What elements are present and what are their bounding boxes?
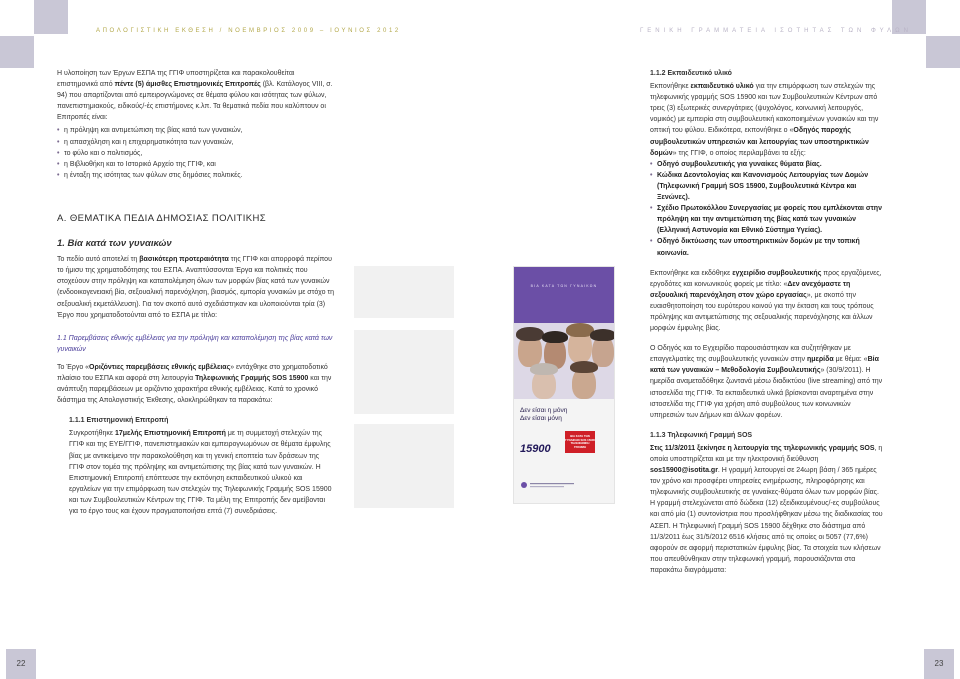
running-header: ΑΠΟΛΟΓΙΣΤΙΚΗ ΕΚΘΕΣΗ / ΝΟΕΜΒΡΙΟΣ 2009 – ΙΟΥΝΙΟΣ 2012 [96, 28, 401, 34]
faint-image [354, 424, 454, 508]
hotline-number: 15900 [520, 443, 551, 455]
paragraph: Ο Οδηγός και το Εγχειρίδιο παρουσιάστηκαν και συζητήθηκαν με επαγγελματίες της συμβουλευτικής γυναικών στην ημερίδα με θέμα: «Βία κατά των γυναικών – Μεθοδολογία Συμβουλευτικής» (30/9/2011). Η ημερίδα αναμεταδόθηκε ζωντανά μέσω διαδικτύου (live streaming) από την ιστοσελίδα της ΓΓΙΦ. Τα εκπαιδευτικά υλικά βρίσκονται αναρτημένα στην ιστοσελίδα της ΓΓΙΦ για χρήση από συμβούλους των κοινωνικών υπηρεσιών των Δήμων και άλλων φορέων. [650, 345, 883, 419]
faint-image [354, 330, 454, 414]
paragraph: Στις 11/3/2011 ξεκίνησε η λειτουργία της τηλεφωνικής γραμμής SOS, η οποία υποστηρίζεται και με την ηλεκτρονική διεύθυνση sos15900@isotita.gr. Η γραμμή λειτουργεί σε 24ωρη βάση / 365 ημέρες τον χρόνο και προσφέρει υπηρεσίες ενημέρωσης, πληροφόρησης και τηλεφωνικής συμβουλευτικής σε γυναίκες-θύματα όλων των μορφών βίας. Η γραμμή στελεχώνεται από δώδεκα (12) εξειδικευμένους/-ες συμβούλους και από μία (1) συντονίστρια που προσλήφθηκαν μέσω της διαδικασίας του ΑΣΕΠ. Η Τηλεφωνική Γραμμή SOS 15900 δέχθηκε στο διάστημα από 11/3/2011 έως 31/5/2012 6516 κλήσεις από τις οποίες οι 5057 (77,6%) αφορούν σε αφορμή περιστατικών έμφυλης βίας. Τα στοιχεία των κλήσεων που απευθύνθηκαν στην τηλεφωνική γραμμή, παρουσιάζονται στα παρακάτω διαγράμματα: [650, 444, 883, 574]
brochure-image [513, 266, 615, 504]
heading-1-1-3: 1.1.3 Τηλεφωνική Γραμμή SOS [650, 431, 753, 439]
indented-block [57, 415, 335, 517]
page-number: 23 [924, 649, 954, 679]
paragraph: Το πεδίο αυτό αποτελεί τη βασικότερη προτεραιότητα της ΓΓΙΦ και απορροφά περίπου το ήμισυ της χρηματοδότησης του ΕΣΠΑ. Αναπτύσσονται Έργα και πολιτικές που στοχεύουν στην πρόληψη και καταπολέμηση όλων των μορφών βίας κατά των γυναικών (ενδοοικογενειακή βία, σεξουαλική παρενόχληση, βιασμός, εμπορία γυναικών με στόχο τη σεξουαλική εκμετάλλευση). Για τον σκοπό αυτό σχεδιάστηκαν και υλοποιούνται τρία (3) Έργο που χρηματοδοτούνται από το ΕΣΠΑ με τίτλο: [57, 256, 335, 319]
list-item: • η απασχόληση και η επιχειρηματικότητα των γυναικών, [57, 137, 335, 148]
corner-square [34, 0, 68, 34]
brochure-title: ΒΙΑ ΚΑΤΑ ΤΩΝ ΓΥΝΑΙΚΩΝ [530, 284, 598, 288]
list-item: • Σχέδιο Πρωτοκόλλου Συνεργασίας με φορείς που εμπλέκονται στην πρόληψη και την αντιμετώπιση της βίας κατά των γυναικών (Ελληνική Αστυνομία και Εθνικό Σύστημα Υγείας). [650, 203, 884, 236]
hotline-badge: ΒΙΑ ΚΑΤΑ ΤΩΝ ΓΥΝΑΙΚΩΝ SOS 15900 ΤΗΛΕΦΩΝΙΚΗ ΓΡΑΜΜΗ [565, 431, 595, 453]
list-item: • η ένταξη της ισότητας των φύλων στις δημόσιες πολιτικές. [57, 170, 335, 181]
list-item: • Κώδικα Δεοντολογίας και Κανονισμούς Λειτουργίας των Δομών (Τηλεφωνική Γραμμή SOS 15900, Συμβουλευτικά Κέντρα και Ξενώνες). [650, 170, 884, 203]
paragraph: Εκπονήθηκε εκπαιδευτικό υλικό για την επιμόρφωση των στελεχών της τηλεφωνικής γραμμής SOS 15900 και των Συμβουλευτικών Κέντρων από τρεις (3) εξωτερικές συνεργάτριες (ψυχολόγος, κοινωνική λειτουργός, νομικός) με εμπειρία στη συμβουλευτική κακοποιημένων γυναικών και την οπτική του φύλου. Ειδικότερα, εκπονήθηκε ο «Οδηγός παροχής συμβουλευτικών υπηρεσιών και λειτουργίας των υποστηρικτικών δομών» της ΓΓΙΦ, ο οποίος περιλαμβάνει τα εξής: [650, 83, 879, 157]
paragraph: Το Έργο «Οριζόντιες παρεμβάσεις εθνικής εμβέλειας» εντάχθηκε στο χρηματοδοτικό πλαίσιο του ΕΣΠΑ και αφορά στη λειτουργία Τηλεφωνικής Γραμμής SOS 15900 και την ανάπτυξη παρεμβάσεων με οριζόντιο χαρακτήρα εθνικής εμβέλειας. Κατά το χρονικό διάστημα της Απολογιστικής Έκθεσης, ολοκληρώθηκαν τα παρακάτω: [57, 363, 332, 405]
faint-image [354, 266, 454, 318]
corner-square [0, 36, 34, 68]
corner-square [926, 36, 960, 68]
left-column [57, 68, 335, 526]
page-number: 22 [6, 649, 36, 679]
subsubsection-title: 1.1 Παρεμβάσεις εθνικής εμβέλειας για την πρόληψη και καταπολέμηση της βίας κατά των γυναικών [57, 334, 333, 353]
committee-areas-list [57, 125, 335, 180]
list-item: • η Βιβλιοθήκη και το Ιστορικό Αρχείο της ΓΓΙΦ, και [57, 159, 335, 170]
list-item: • η πρόληψη και αντιμετώπιση της βίας κατά των γυναικών, [57, 125, 335, 136]
brochure-slogan: Δεν είσαι η μόνη Δεν είσαι μόνη [520, 407, 568, 422]
subsection-title: 1. Βία κατά των γυναικών [57, 238, 172, 250]
guide-contents-list [650, 159, 884, 259]
heading-1-1-1: 1.1.1 Επιστημονική Επιτροπή [69, 417, 169, 425]
right-column [650, 68, 884, 585]
paragraph: Εκπονήθηκε και εκδόθηκε εγχειρίδιο συμβουλευτικής προς εργαζόμενες, εργοδότες και κοινωνικούς φορείς με τίτλο: «Δεν ανεχόμαστε τη σεξουαλική παρενόχληση στον χώρο εργασίας», με σκοπό την ευαισθητοποίηση του ευρύτερου κοινού για την έκταση και τους τρόπους πρόληψης και αντιμετώπισης της σεξουαλικής παρενόχλησης και άλλων μορφών έμφυλης βίας. [650, 269, 882, 333]
heading-1-1-2: 1.1.2 Εκπαιδευτικό υλικό [650, 70, 732, 77]
women-faces-photo [514, 323, 614, 399]
list-item: • το φύλο και ο πολιτισμός, [57, 148, 335, 159]
list-item: • Οδηγό συμβουλευτικής για γυναίκες θύματα βίας. [650, 159, 884, 170]
paragraph: Συγκροτήθηκε 17μελής Επιστημονική Επιτροπή με τη συμμετοχή στελεχών της ΓΓΙΦ και της ΕΥΕ/ΓΓΙΦ, πανεπιστημιακών και εμπειρογνωμόνων σε θέματα έμφυλης βίας με αντικείμενο την παρακολούθηση και τη γενική εποπτεία των δράσεων της ΓΓΙΦ στον τομέα της πρόληψης και αντιμετώπισης της βίας κατά των γυναικών. Η Επιστημονική Επιτροπή επόπτευσε την εκπόνηση εκπαιδευτικού υλικού και εργαλείων για την επιμόρφωση των στελεχών της Τηλεφωνικής Γραμμής SOS 15900 και των Συμβουλευτικών Κέντρων της ΓΓΙΦ. Τα μέλη της Επιτροπής δεν αμείβονται για το έργο τους και έχουν πραγματοποιήσει επτά (7) συνεδριάσεις. [69, 430, 332, 515]
brochure-header-band [514, 267, 614, 323]
ministry-logo-icon [520, 481, 576, 489]
running-header: ΓΕΝΙΚΗ ΓΡΑΜΜΑΤΕΙΑ ΙΣΟΤΗΤΑΣ ΤΩΝ ΦΥΛΩΝ [640, 28, 912, 34]
list-item: • Οδηγό δικτύωσης των υποστηρικτικών δομών με την τοπική κοινωνία. [650, 236, 884, 258]
section-title: Α. ΘΕΜΑΤΙΚΑ ΠΕΔΙΑ ΔΗΜΟΣΙΑΣ ΠΟΛΙΤΙΚΗΣ [57, 212, 267, 224]
intro-paragraph: Η υλοποίηση των Έργων ΕΣΠΑ της ΓΓΙΦ υποστηρίζεται και παρακολουθείται επιστημονικά από πέντε (5) άμισθες Επιστημονικές Επιτροπές (βλ. Κατάλογος VIII, σ. 94) που απαρτίζονται από εμπειρογνώμονες σε θέματα φύλου και ισότητας των φύλων, πανεπιστημιακούς, ειδικούς/-ές επιστήμονες κ.λπ. Τα θεματικά πεδία που καλύπτουν οι Επιτροπές είναι: [57, 70, 333, 122]
